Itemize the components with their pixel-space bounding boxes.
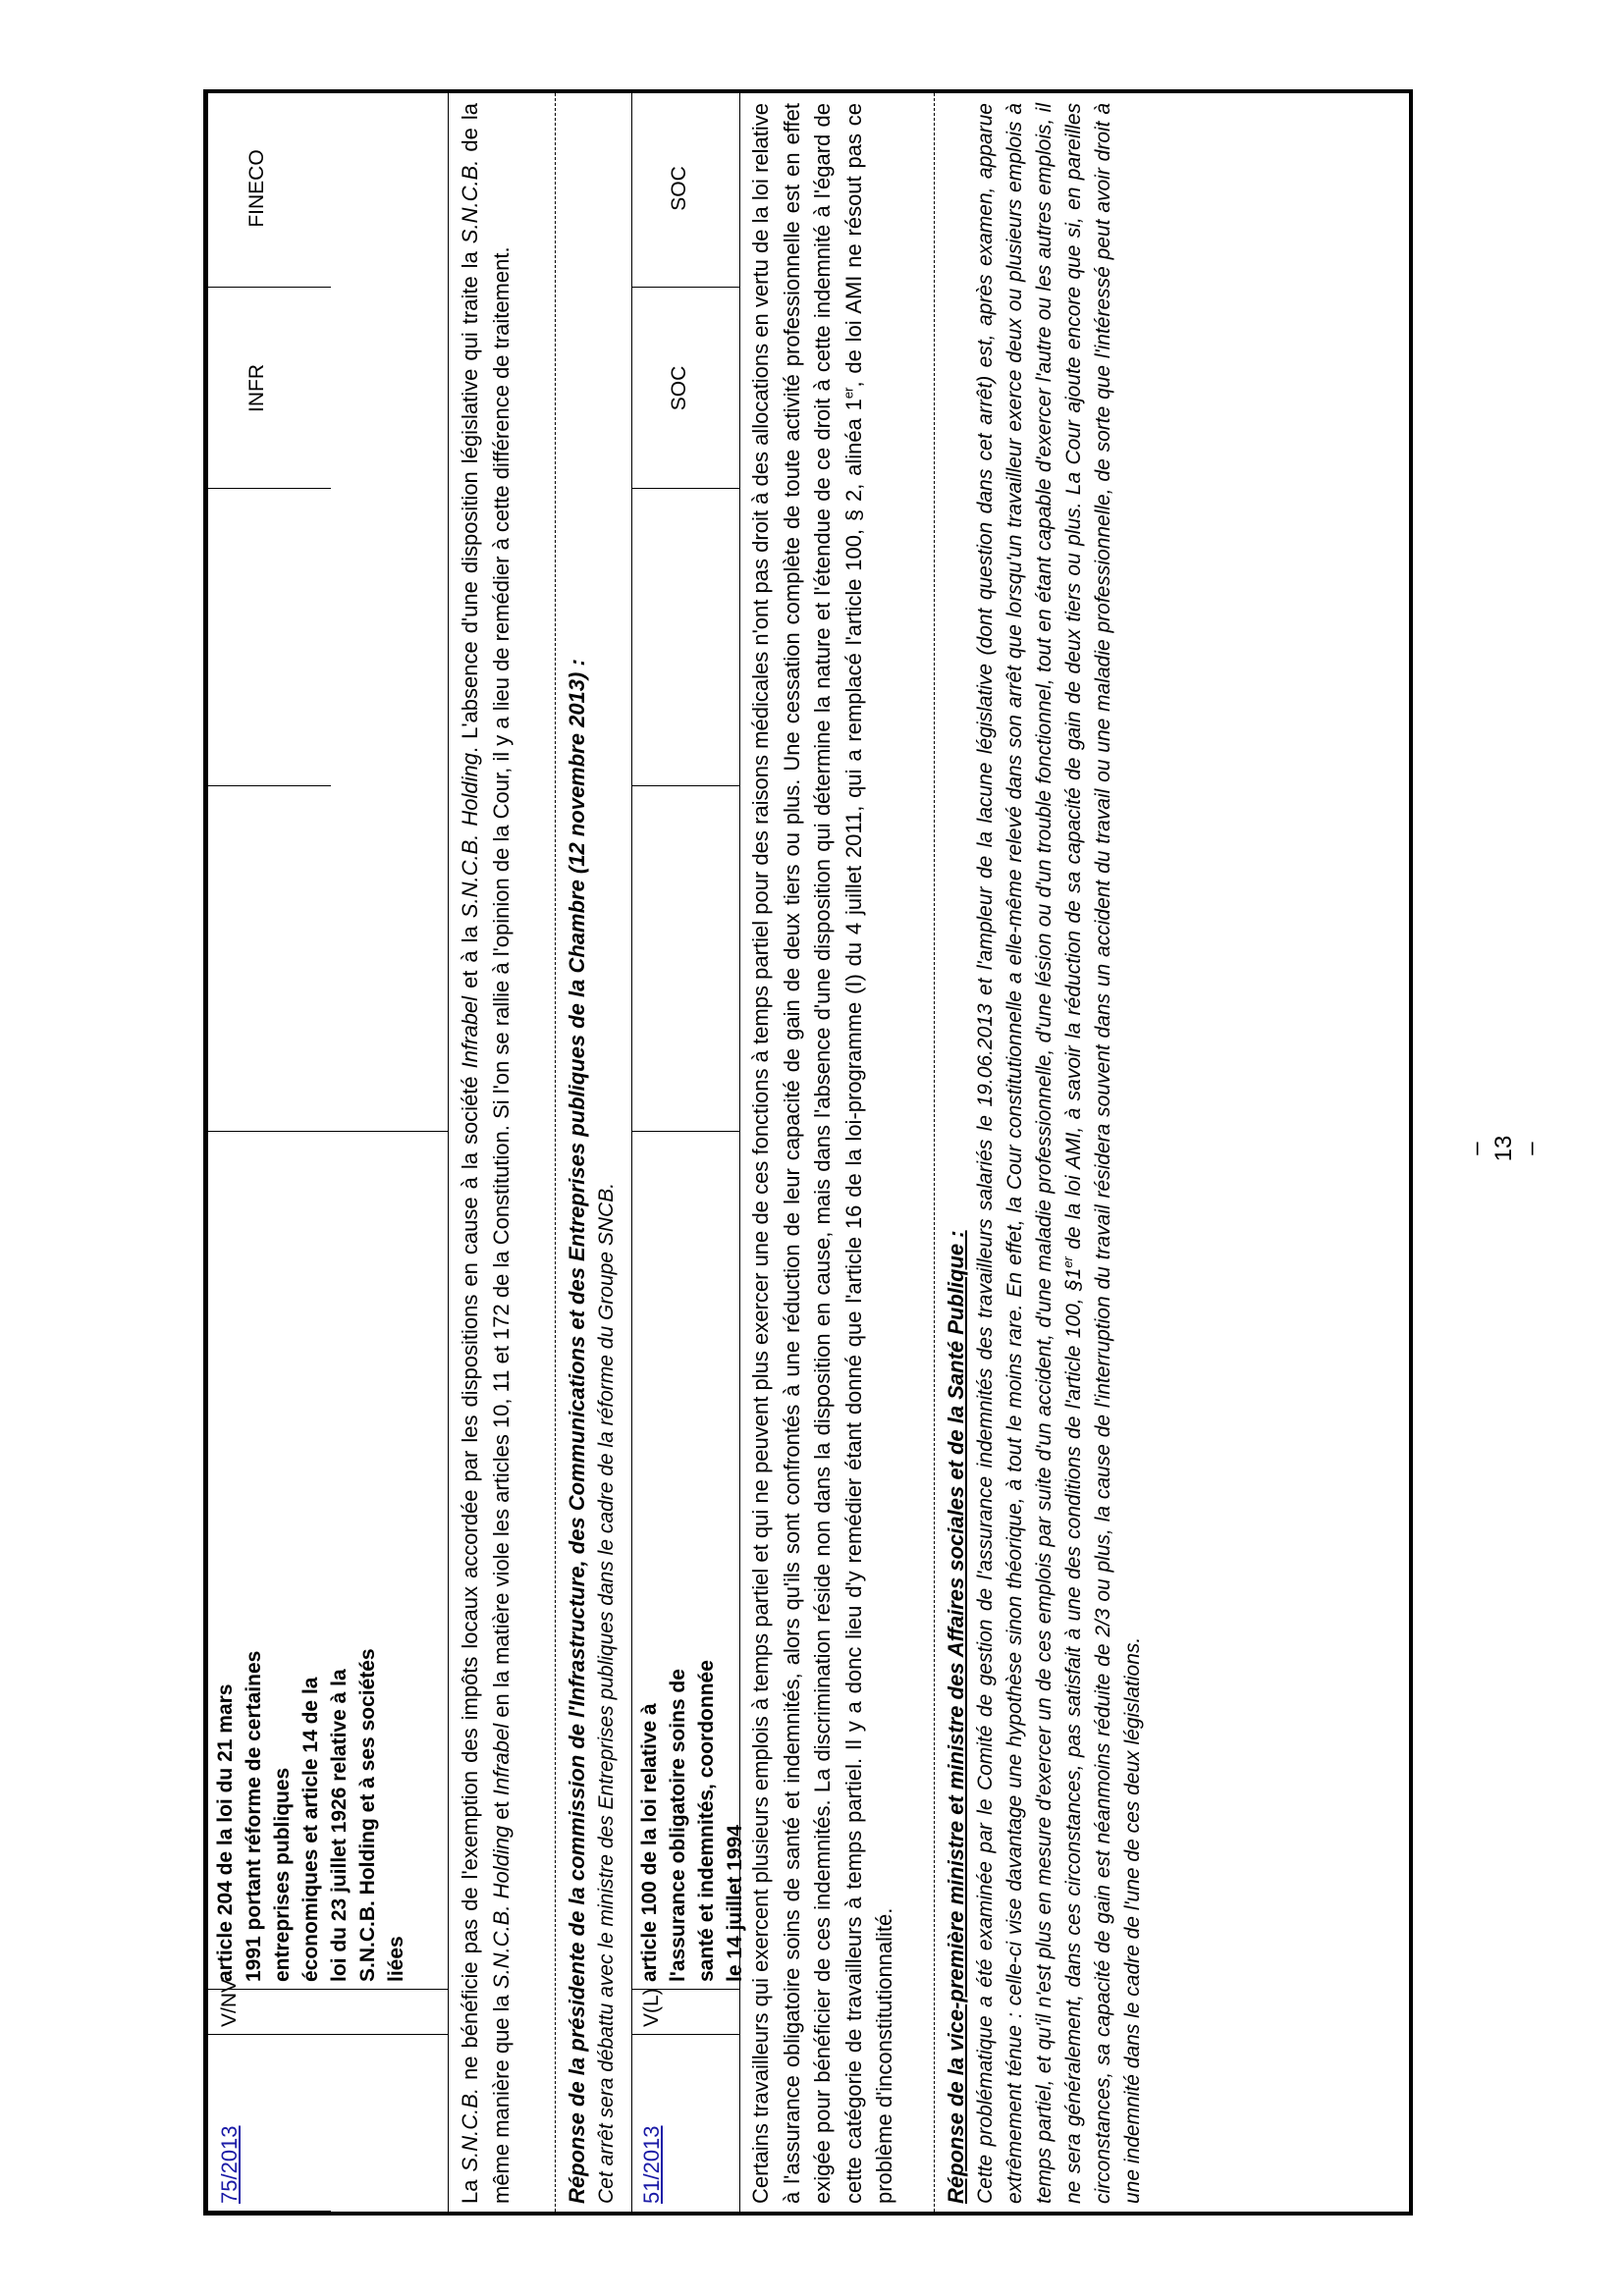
rotated-table [203,89,1413,2216]
page-number: – 13 – [1463,1135,1544,1162]
case-provision: article 100 de la loi relative à l'assurance obligatoire soins de santé et indemnités, coordonnée le 14 juillet 1994 [638,1660,746,1982]
header-fineco: FINECO [245,149,268,228]
case-provision: article 204 de la loi du 21 mars 1991 portant réforme de certaines entreprises publiques économiques et article 14 de la loi du 23 juillet 1926 relative à la S.N.C.B. Holding et à ses sociétés liées [214,1648,407,1982]
row2-col6: SOC [668,166,690,211]
header-infr: INFR [245,364,268,412]
case-type: V(L) [640,1988,663,2027]
case-link-75-2013[interactable]: 75/2013 [217,2125,242,2204]
response1-text: Cet arrêt sera débattu avec le ministre des Entreprises publiques dans le cadre de la réforme du Groupe SNCB. [595,1182,618,2204]
case-type: V/NV [218,1978,241,2027]
row2-summary: Certains travailleurs qui exercent plusieurs emplois à temps partiel et qui ne peuvent plus exercer une de ces fonctions à temps partiel pour des raisons médicales n'ont pas droit à des allocations en vertu de la loi relative à l'assurance obligatoire soins de santé et indemnités, alors qu'ils sont confrontés à une réduction de leur capacité de gain de deux tiers ou plus. Une cessation complète de toute activité professionnelle est en effet exigée pour bénéficier de ces indemnités. La discrimination réside non dans la disposition en cause, mais dans l'absence d'une disposition qui détermine la nature et l'étendue de ce droit à cette indemnité à l'égard de cette catégorie de travailleurs à temps partiel. Il y a donc lieu d'y remédier étant donné que l'article 16 de la loi-programme (I) du 4 juillet 2011, qui a remplacé l'article 100, § 2, alinéa 1er, de loi AMI ne résout pas ce problème d'inconstitutionnalité. [748,103,896,2204]
case-link-51-2013[interactable]: 51/2013 [639,2125,664,2204]
response2-heading: Réponse de la vice-première ministre et ministre des Affaires sociales et de la Santé Publique : [944,1230,968,2204]
row2-col5: SOC [668,365,690,411]
response2-text: Cette problématique a été examinée par le Comité de gestion de l'assurance indemnités des travailleurs salariés le 19.06.2013 et l'ampleur de la lacune législative (dont question dans cet arrêt) est, après examen, apparue extrêmement ténue : celle-ci vise davantage une hypothèse sinon théorique, à tout le moins rare. En effet, la Cour constitutionnelle a elle-même relevé dans son arrêt que lorsqu'un travailleur exerce deux ou plusieurs emplois à temps partiel, et qu'il n'est plus en mesure d'exercer un de ces emplois par suite d'un accident, d'une maladie professionnelle, d'une lésion ou d'un trouble fonctionnel, tout en étant capable d'exercer l'autre ou les autres emplois, il ne sera généralement, dans ces circonstances, pas satisfait à une des conditions de l'article 100, §1er de la loi AMI, à savoir la réduction de sa capacité de gain de deux tiers ou plus. La Cour ajoute encore que si, en pareilles circonstances, sa capacité de gain est néanmoins réduite de 2/3 ou plus, la cause de l'interruption du travail résidera souvent dans un accident du travail ou une maladie professionnelle, de sorte que l'intéressé peut avoir droit à une indemnité dans le cadre de l'une de ces deux législations. [974,103,1144,2204]
row1-summary: La S.N.C.B. ne bénéficie pas de l'exemption des impôts locaux accordée par les dispositions en cause à la société Infrabel et à la S.N.C.B. Holding. L'absence d'une disposition législative qui traite la S.N.C.B. de la même manière que la S.N.C.B. Holding et Infrabel en la matière viole les articles 10, 11 et 172 de la Constitution. Si l'on se rallie à l'opinion de la Cour, il y a lieu de remédier à cette différence de traitement. [458,103,514,2204]
response1-heading: Réponse de la présidente de la commission de l'Infrastructure, des Communications et des Entreprises publiques de la Chambre (12 novembre 2013) : [565,659,589,2204]
